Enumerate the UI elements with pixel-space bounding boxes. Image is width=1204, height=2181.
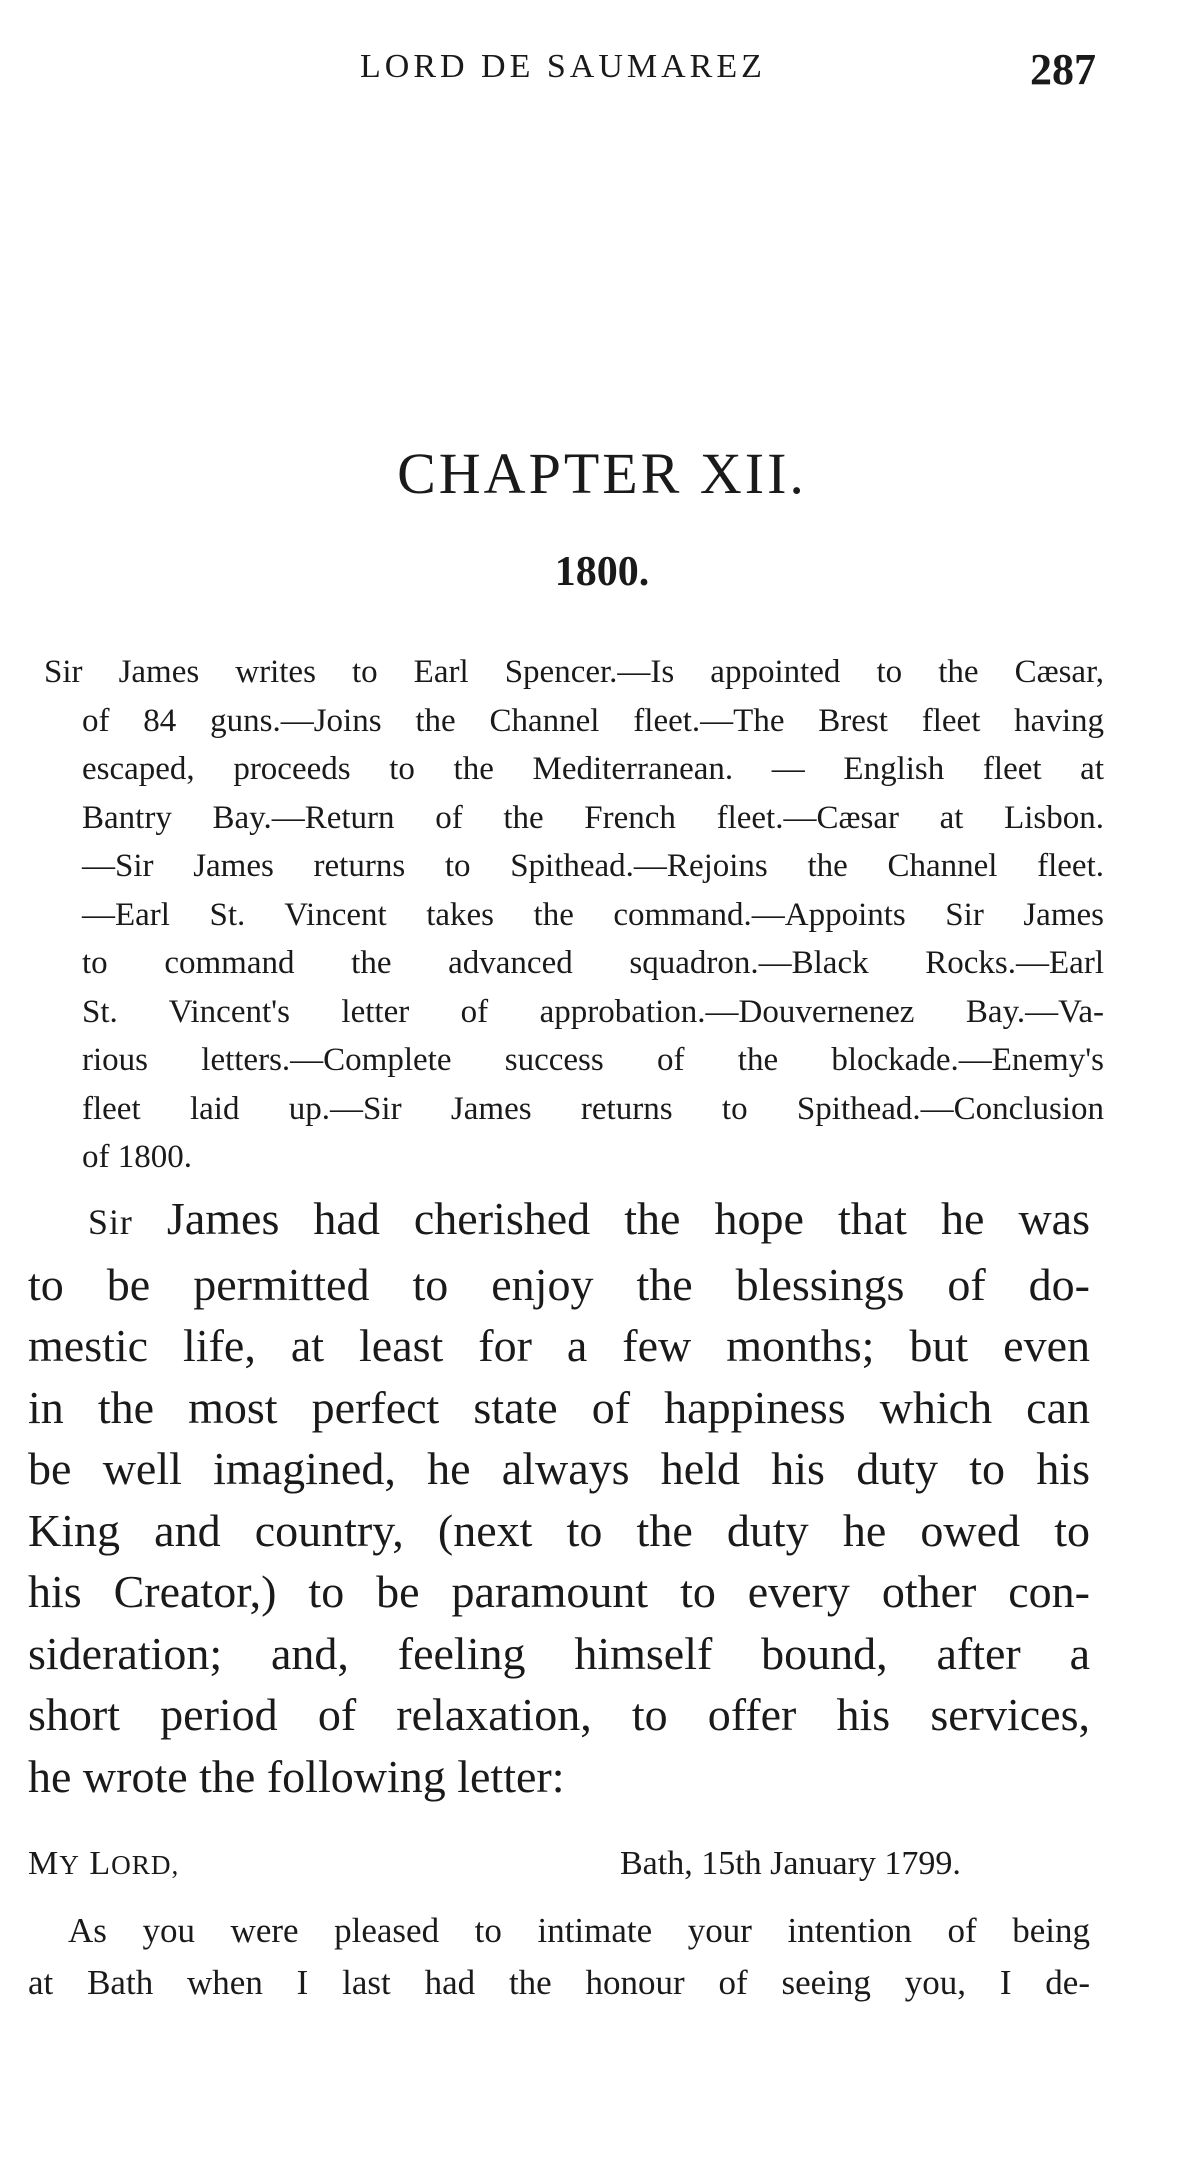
synopsis-line: —Sir James returns to Spithead.—Rejoins the Channel fleet. bbox=[82, 848, 1104, 884]
body-line: be well imagined, he always held his duty to his bbox=[28, 1443, 1090, 1494]
running-title: LORD DE SAUMAREZ bbox=[360, 48, 766, 85]
synopsis-line: of 1800. bbox=[82, 1139, 192, 1175]
body-line: he wrote the following letter: bbox=[28, 1750, 565, 1802]
body-line: to be permitted to enjoy the blessings of do- bbox=[28, 1258, 1090, 1310]
synopsis-line: fleet laid up.—Sir James returns to Spithead.—Conclusion bbox=[82, 1090, 1104, 1127]
chapter-synopsis bbox=[44, 648, 1104, 1182]
synopsis-line: to command the advanced squadron.—Black Rocks.—Earl bbox=[82, 945, 1104, 981]
salutation-initial: M bbox=[28, 1845, 60, 1882]
synopsis-line: St. Vincent's letter of approbation.—Douvernenez Bay.—Va- bbox=[82, 993, 1104, 1030]
body-paragraph bbox=[28, 1188, 1090, 1807]
body-line bbox=[28, 1188, 1090, 1254]
body-line: in the most perfect state of happiness which can bbox=[28, 1381, 1090, 1433]
body-line: King and country, (next to the duty he owed to bbox=[28, 1504, 1090, 1556]
running-head bbox=[0, 45, 1204, 98]
salutation-initial: L bbox=[89, 1845, 112, 1882]
letter-heading bbox=[28, 1845, 1090, 1895]
chapter-title: CHAPTER XII. bbox=[397, 441, 807, 506]
body-line: short period of relaxation, to offer his services, bbox=[28, 1689, 1090, 1740]
letter-dateline: Bath, 15th January 1799. bbox=[620, 1845, 961, 1882]
synopsis-line: Sir James writes to Earl Spencer.—Is appointed to the Cæsar, bbox=[44, 654, 1104, 690]
body-line: his Creator,) to be paramount to every other con- bbox=[28, 1566, 1090, 1617]
page-number: 287 bbox=[1030, 45, 1096, 94]
first-line-text: James had cherished the hope that he was bbox=[132, 1193, 1090, 1244]
body-line: mestic life, at least for a few months; but even bbox=[28, 1320, 1090, 1371]
body-line: sideration; and, feeling himself bound, after a bbox=[28, 1627, 1090, 1679]
synopsis-line: of 84 guns.—Joins the Channel fleet.—The Brest fleet having bbox=[82, 702, 1104, 739]
salutation-small-caps: Y bbox=[59, 1850, 80, 1880]
letter-line: at Bath when I last had the honour of seeing you, I de- bbox=[28, 1963, 1090, 2002]
synopsis-line: escaped, proceeds to the Mediterranean. — English fleet at bbox=[82, 751, 1104, 787]
letter-salutation bbox=[28, 1845, 179, 1883]
synopsis-line: —Earl St. Vincent takes the command.—Appoints Sir James bbox=[82, 896, 1104, 933]
salutation-small-caps: ORD, bbox=[111, 1850, 180, 1880]
chapter-year: 1800. bbox=[554, 549, 650, 595]
lead-small-caps: Sir bbox=[88, 1202, 133, 1242]
letter-body bbox=[28, 1905, 1090, 2009]
synopsis-line: Bantry Bay.—Return of the French fleet.—Cæsar at Lisbon. bbox=[82, 799, 1104, 836]
letter-line: As you were pleased to intimate your intention of being bbox=[68, 1911, 1090, 1950]
synopsis-line: rious letters.—Complete success of the blockade.—Enemy's bbox=[82, 1042, 1104, 1078]
